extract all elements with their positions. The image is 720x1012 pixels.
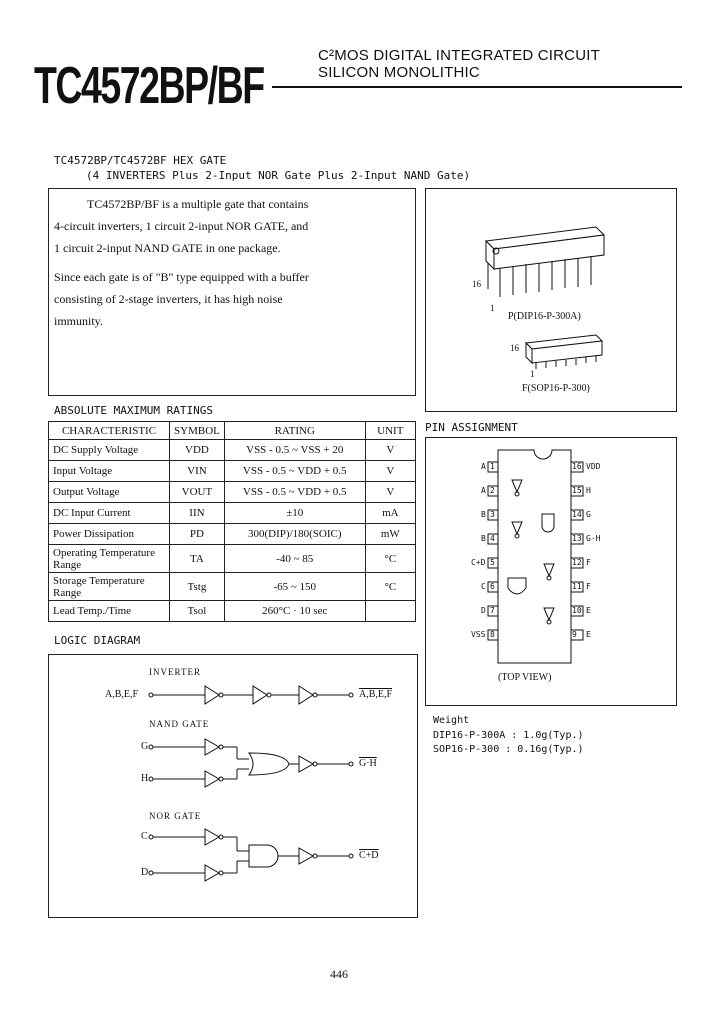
cell-symbol: Tsol bbox=[170, 601, 225, 622]
cell-unit: V bbox=[365, 482, 415, 503]
package-drawings bbox=[426, 189, 676, 411]
logic-diagram-box bbox=[48, 654, 418, 918]
nor-or-gate-icon bbox=[249, 753, 289, 775]
desc-p1a: TC4572BP/BF is a multiple gate that contains bbox=[87, 197, 309, 211]
cell-unit: V bbox=[365, 461, 415, 482]
pin-name-left: B bbox=[481, 510, 486, 519]
inverter-input-label: A,B,E,F bbox=[105, 689, 139, 700]
pin-number-right: 9 bbox=[572, 630, 577, 639]
pin-number-left: 1 bbox=[490, 462, 495, 471]
pin-number-right: 14 bbox=[572, 510, 582, 519]
table-row bbox=[49, 573, 416, 601]
header-rule bbox=[272, 86, 682, 88]
weight-heading: Weight bbox=[433, 715, 470, 726]
pin-number-left: 4 bbox=[490, 534, 495, 543]
table-row bbox=[49, 461, 416, 482]
weight-line1: DIP16-P-300A : 1.0g(Typ.) bbox=[433, 730, 584, 741]
pin-number-right: 15 bbox=[572, 486, 582, 495]
col-rating: RATING bbox=[224, 422, 365, 440]
pin-number-left: 5 bbox=[490, 558, 495, 567]
inverter-output-label: A,B,E,F bbox=[359, 689, 393, 700]
pin-number-left: 7 bbox=[490, 606, 495, 615]
cell-unit: °C bbox=[365, 545, 415, 573]
cell-rating: VSS - 0.5 ~ VDD + 0.5 bbox=[224, 461, 365, 482]
cell-characteristic: Power Dissipation bbox=[49, 524, 170, 545]
nand-output-label: G·H bbox=[359, 758, 377, 769]
desc-p2b: consisting of 2-stage inverters, it has high noise bbox=[54, 292, 283, 306]
pin-number-left: 8 bbox=[490, 630, 495, 639]
inverter-label: INVERTER bbox=[149, 667, 201, 677]
cell-rating: -65 ~ 150 bbox=[224, 573, 365, 601]
pin-name-left: A bbox=[481, 462, 486, 471]
ratings-header-row bbox=[49, 422, 416, 440]
pin-number-left: 6 bbox=[490, 582, 495, 591]
pin-assignment-box bbox=[425, 437, 677, 706]
pin-diagram bbox=[426, 438, 676, 705]
pin-name-right: G bbox=[586, 510, 591, 519]
nor-input2-label: D bbox=[141, 867, 149, 878]
cell-symbol: IIN bbox=[170, 503, 225, 524]
pin-name-right: F bbox=[586, 582, 591, 591]
pin-name-left: C+D bbox=[471, 558, 486, 567]
nor-label: NOR GATE bbox=[149, 811, 202, 821]
page-number: 446 bbox=[330, 967, 348, 981]
doc-subtitle: (4 INVERTERS Plus 2-Input NOR Gate Plus 2-Input NAND Gate) bbox=[86, 169, 471, 182]
pin-name-left: B bbox=[481, 534, 486, 543]
cell-characteristic: Operating Temperature Range bbox=[49, 545, 170, 573]
table-row bbox=[49, 440, 416, 461]
weight-line2: SOP16-P-300 : 0.16g(Typ.) bbox=[433, 744, 584, 755]
sop-pin1-label: 1 bbox=[530, 369, 535, 379]
table-row bbox=[49, 524, 416, 545]
cell-symbol: VDD bbox=[170, 440, 225, 461]
header-line2: SILICON MONOLITHIC bbox=[318, 64, 480, 81]
table-row bbox=[49, 601, 416, 622]
col-symbol: SYMBOL bbox=[170, 422, 225, 440]
doc-title: TC4572BP/TC4572BF HEX GATE bbox=[54, 154, 227, 167]
cell-rating: VSS - 0.5 ~ VSS + 20 bbox=[224, 440, 365, 461]
nor-input1-label: C bbox=[141, 831, 148, 842]
desc-p1b: 4-circuit inverters, 1 circuit 2-input NOR GATE, and bbox=[54, 219, 309, 233]
pin-number-right: 10 bbox=[572, 606, 582, 615]
ratings-heading: ABSOLUTE MAXIMUM RATINGS bbox=[54, 404, 213, 417]
cell-characteristic: Input Voltage bbox=[49, 461, 170, 482]
pin-number-right: 16 bbox=[572, 462, 582, 471]
nand-input1-label: G bbox=[141, 741, 149, 752]
desc-p1c: 1 circuit 2-input NAND GATE in one package. bbox=[54, 241, 281, 255]
desc-p2c: immunity. bbox=[54, 314, 103, 328]
dip-pin1-label: 1 bbox=[490, 303, 495, 313]
pin-name-left: A bbox=[481, 486, 486, 495]
inverter-gate-icon bbox=[299, 848, 313, 864]
description-box bbox=[48, 188, 416, 396]
inverter-gate-icon bbox=[299, 686, 313, 704]
pin-name-right: VDD bbox=[586, 462, 601, 471]
pin-name-right: G·H bbox=[586, 534, 601, 543]
cell-characteristic: Storage Temperature Range bbox=[49, 573, 170, 601]
pin-assignment-heading: PIN ASSIGNMENT bbox=[425, 421, 518, 434]
cell-unit: °C bbox=[365, 573, 415, 601]
cell-unit bbox=[365, 601, 415, 622]
buffer-gate-icon bbox=[205, 829, 219, 845]
dip-pin16-label: 16 bbox=[472, 279, 481, 289]
pin-number-left: 3 bbox=[490, 510, 495, 519]
dip-package-label: P(DIP16-P-300A) bbox=[508, 311, 581, 322]
inverter-gate-icon bbox=[253, 686, 267, 704]
pin-name-right: H bbox=[586, 486, 591, 495]
cell-characteristic: Output Voltage bbox=[49, 482, 170, 503]
dip-package-icon bbox=[486, 227, 604, 269]
cell-rating: 300(DIP)/180(SOIC) bbox=[224, 524, 365, 545]
nand-input2-label: H bbox=[141, 773, 149, 784]
pin-name-right: F bbox=[586, 558, 591, 567]
ratings-table bbox=[48, 421, 416, 622]
pin-number-left: 2 bbox=[490, 486, 495, 495]
logic-heading: LOGIC DIAGRAM bbox=[54, 634, 141, 647]
nor-output-label: C+D bbox=[359, 850, 379, 861]
buffer-gate-icon bbox=[205, 865, 219, 881]
pin-name-left: D bbox=[481, 606, 486, 615]
cell-symbol: TA bbox=[170, 545, 225, 573]
pin-number-right: 13 bbox=[572, 534, 582, 543]
part-number: TC4572BP/BF bbox=[34, 57, 264, 115]
cell-unit: mW bbox=[365, 524, 415, 545]
col-characteristic: CHARACTERISTIC bbox=[49, 422, 170, 440]
buffer-gate-icon bbox=[205, 771, 219, 787]
cell-rating: 260°C · 10 sec bbox=[224, 601, 365, 622]
cell-symbol: VOUT bbox=[170, 482, 225, 503]
buffer-gate-icon bbox=[205, 739, 219, 755]
header-line1: C²MOS DIGITAL INTEGRATED CIRCUIT bbox=[318, 47, 600, 64]
table-row bbox=[49, 482, 416, 503]
sop-package-label: F(SOP16-P-300) bbox=[522, 383, 590, 394]
col-unit: UNIT bbox=[365, 422, 415, 440]
cell-rating: VSS - 0.5 ~ VDD + 0.5 bbox=[224, 482, 365, 503]
table-row bbox=[49, 503, 416, 524]
cell-rating: -40 ~ 85 bbox=[224, 545, 365, 573]
top-view-label: (TOP VIEW) bbox=[498, 672, 552, 683]
table-row bbox=[49, 545, 416, 573]
cell-characteristic: DC Input Current bbox=[49, 503, 170, 524]
cell-unit: mA bbox=[365, 503, 415, 524]
cell-characteristic: Lead Temp./Time bbox=[49, 601, 170, 622]
pin-number-right: 11 bbox=[572, 582, 582, 591]
pin-number-right: 12 bbox=[572, 558, 582, 567]
inverter-gate-icon bbox=[299, 756, 313, 772]
and-gate-icon bbox=[249, 845, 278, 867]
cell-unit: V bbox=[365, 440, 415, 461]
pin-name-right: E bbox=[586, 606, 591, 615]
package-box bbox=[425, 188, 677, 412]
sop-pin16-label: 16 bbox=[510, 343, 519, 353]
pin-name-right: E bbox=[586, 630, 591, 639]
pin-name-left: VSS bbox=[471, 630, 486, 639]
cell-symbol: Tstg bbox=[170, 573, 225, 601]
sop-package-icon bbox=[526, 335, 602, 363]
nand-label: NAND GATE bbox=[149, 719, 210, 729]
cell-characteristic: DC Supply Voltage bbox=[49, 440, 170, 461]
cell-symbol: PD bbox=[170, 524, 225, 545]
cell-symbol: VIN bbox=[170, 461, 225, 482]
ic-body-icon bbox=[498, 450, 571, 663]
desc-p2a: Since each gate is of "B" type equipped with a buffer bbox=[54, 270, 309, 284]
inverter-gate-icon bbox=[205, 686, 219, 704]
pin-name-left: C bbox=[481, 582, 486, 591]
cell-rating: ±10 bbox=[224, 503, 365, 524]
